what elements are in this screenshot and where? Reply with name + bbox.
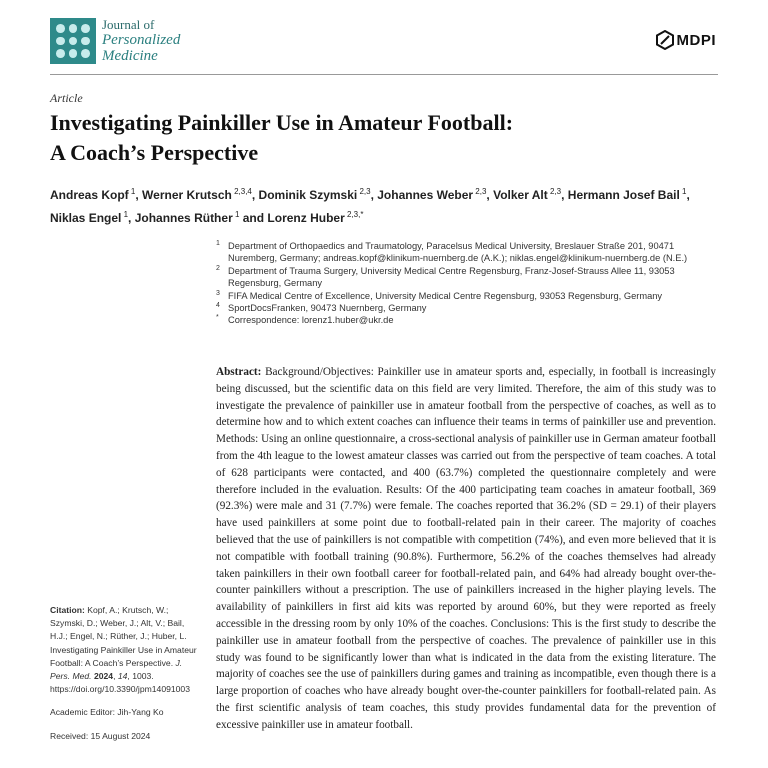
affiliation-number: 3 — [216, 289, 220, 297]
author-name: Volker Alt — [493, 188, 548, 202]
author-list — [50, 182, 730, 228]
affiliation-item — [216, 265, 716, 290]
journal-logo — [50, 18, 96, 64]
mdpi-hex-icon — [656, 30, 674, 50]
affiliation-number: 2 — [216, 264, 220, 272]
author-affiliation-marker: 1 — [232, 210, 240, 219]
affiliation-item — [216, 302, 716, 314]
author-name: Johannes Weber — [377, 188, 474, 202]
title-line-2: A Coach’s Perspective — [50, 140, 259, 165]
journal-name-line2: Personalized — [102, 32, 181, 48]
author-affiliation-marker: 2,3 — [547, 187, 562, 196]
affiliation-text: FIFA Medical Centre of Excellence, University Medical Centre Regensburg, 93053 Regensburg, Germany — [228, 290, 663, 301]
article-type: Article — [50, 91, 83, 105]
affiliations — [216, 240, 716, 327]
abstract-text: Background/Objectives: Painkiller use in amateur sports and, especially, in football is increasingly being discussed, but the scientific data on this field are very limited. Therefore, the aim of this study was to investigate the prevalence of painkiller use in amateur football from the perspective of coaches, as well as to determine how and to which extent coaches can influence their teams in terms of painkiller use and prevention. Methods: Using an online questionnaire, a cross-sectional analysis of painkiller use in German amateur football from the 4th league to the lowest amateur classes was carried out from the perspective of team coaches. A total of 628 participants were contacted, and 400 (63.7%) completed the questionnaire completely and were therefore included in the evaluation. Results: Of the 400 participating team coaches in amateur football, 369 (92.3%) were male and 31 (7.7%) were female. The coaches reported that 36.2% (SD = 29.1) of their players have used painkillers at some point due to football-related pain in their career. The majority of coaches believed that the use of painkillers is not compatible with competition (74%), and even more believed that it is not compatible with football training (90.8%). Furthermore, 56.2% of the coaches themselves had already taken painkillers in their own football career for football-related pain, and 64% had already bought over-the-counter painkillers without a prescription. The use of painkillers increased in the higher playing levels. The availability of painkillers in first aid kits was reported by around 60%, but they were reported as freely accessible in the dressing room by only 10% of the coaches. Conclusions: This is the first study to describe the painkiller use in amateur football from the perspective of coaches. The prevalence of painkiller use in this study was found to be significantly lower than what is indicated in the data from the existing literature. The majority of coaches see the use of painkillers during games and training as incompatible, even though there is a large proportion of coaches who have already bought over-the-counter painkillers for football-related pain. As the first scientific analysis of team coaches, this study provides fundamental data for the prevention of excessive painkiller use in amateur football. — [216, 366, 717, 731]
author-affiliation-marker: 2,3 — [473, 187, 487, 196]
author-affiliation-marker: 1 — [679, 187, 687, 196]
affiliation-item — [216, 240, 716, 265]
affiliation-item — [216, 290, 716, 302]
citation-doi[interactable]: 1003. https://doi.org/10.3390/jpm14091003 — [50, 671, 190, 695]
abstract-label: Abstract: — [216, 366, 262, 378]
author-separator: , — [251, 188, 259, 202]
author-name: Dominik Szymski — [258, 188, 358, 202]
correspondence-item — [216, 314, 716, 326]
author-name: Johannes Rüther — [134, 211, 233, 225]
academic-editor: Academic Editor: Jih-Yang Ko — [50, 707, 164, 718]
citation-text: Kopf, A.; Krutsch, W.; Szymski, D.; Weber, J.; Alt, V.; Bail, H.J.; Engel, N.; Rüther, J.; Huber, L. Investigating Painkiller Use in Amateur Football: A Coach’s Perspective. — [50, 605, 197, 668]
correspondence-text: Correspondence: lorenz1.huber@ukr.de — [228, 315, 394, 326]
author-affiliation-marker: 1 — [128, 187, 136, 196]
affiliation-number: * — [216, 314, 219, 322]
sidebar — [50, 604, 198, 743]
affiliation-number: 1 — [216, 240, 220, 247]
journal-name — [102, 18, 180, 64]
author-name: Lorenz Huber — [267, 211, 345, 225]
publisher-name: MDPI — [676, 31, 716, 49]
author-affiliation-marker: 2,3,4 — [231, 187, 252, 196]
author-separator: , — [135, 188, 143, 202]
author-separator: , — [561, 188, 568, 202]
affiliation-text: Department of Trauma Surgery, University Medical Centre Regensburg, Franz-Josef-Strauss Allee 11, 93053 Regensburg, Germany — [228, 265, 675, 289]
author-name: Niklas Engel — [50, 211, 122, 225]
citation-year: 2024 — [93, 671, 114, 682]
article-title — [50, 108, 730, 168]
journal-name-line1: Journal of — [102, 17, 155, 32]
author-line-1 — [50, 182, 730, 205]
citation: Citation: Kopf, A.; Krutsch, W.; Szymski, D.; Weber, J.; Alt, V.; Bail, H.J.; Engel, N.; Rüther, J.; Huber, L. Investigating Painkiller Use in Amateur Football: A Coach’s Perspective. J. Pers. Med. 2024, 14, 1003. https://doi.org/10.3390/jpm14091003 — [50, 605, 197, 695]
citation-journal: J. Pers. Med. — [50, 657, 183, 682]
author-name: Andreas Kopf — [50, 188, 129, 202]
author-affiliation-marker: 2,3,* — [344, 210, 364, 219]
received-date: Received: 15 August 2024 — [50, 730, 151, 741]
author-separator: and — [239, 211, 268, 225]
author-separator: , — [486, 188, 494, 202]
title-line-1: Investigating Painkiller Use in Amateur Football: — [50, 110, 514, 135]
abstract — [216, 364, 716, 734]
author-name: Hermann Josef Bail — [567, 188, 680, 202]
author-separator: , — [370, 188, 378, 202]
author-separator: , — [686, 188, 690, 202]
journal-name-line3: Medicine — [102, 48, 158, 64]
affiliation-text: SportDocsFranken, 90473 Nuernberg, Germany — [228, 303, 427, 314]
author-name: Werner Krutsch — [142, 188, 232, 202]
header-divider — [50, 74, 718, 75]
affiliation-text: Department of Orthopaedics and Traumatology, Paracelsus Medical University, Breslauer Straße 201, 90471 Nuremberg, Germany; andreas.kopf@klinikum-nuernberg.de (A.K.); niklas.engel@klinikum-nuernberg.de (N.E.) — [228, 241, 688, 264]
author-affiliation-marker: 1 — [121, 210, 129, 219]
author-affiliation-marker: 2,3 — [357, 187, 371, 196]
citation-label: Citation: — [50, 605, 85, 615]
affiliation-number: 4 — [216, 302, 220, 310]
author-line-2 — [50, 205, 730, 228]
citation-volume: 14 — [117, 671, 128, 682]
publisher-logo — [656, 30, 717, 50]
author-separator: , — [128, 211, 135, 225]
